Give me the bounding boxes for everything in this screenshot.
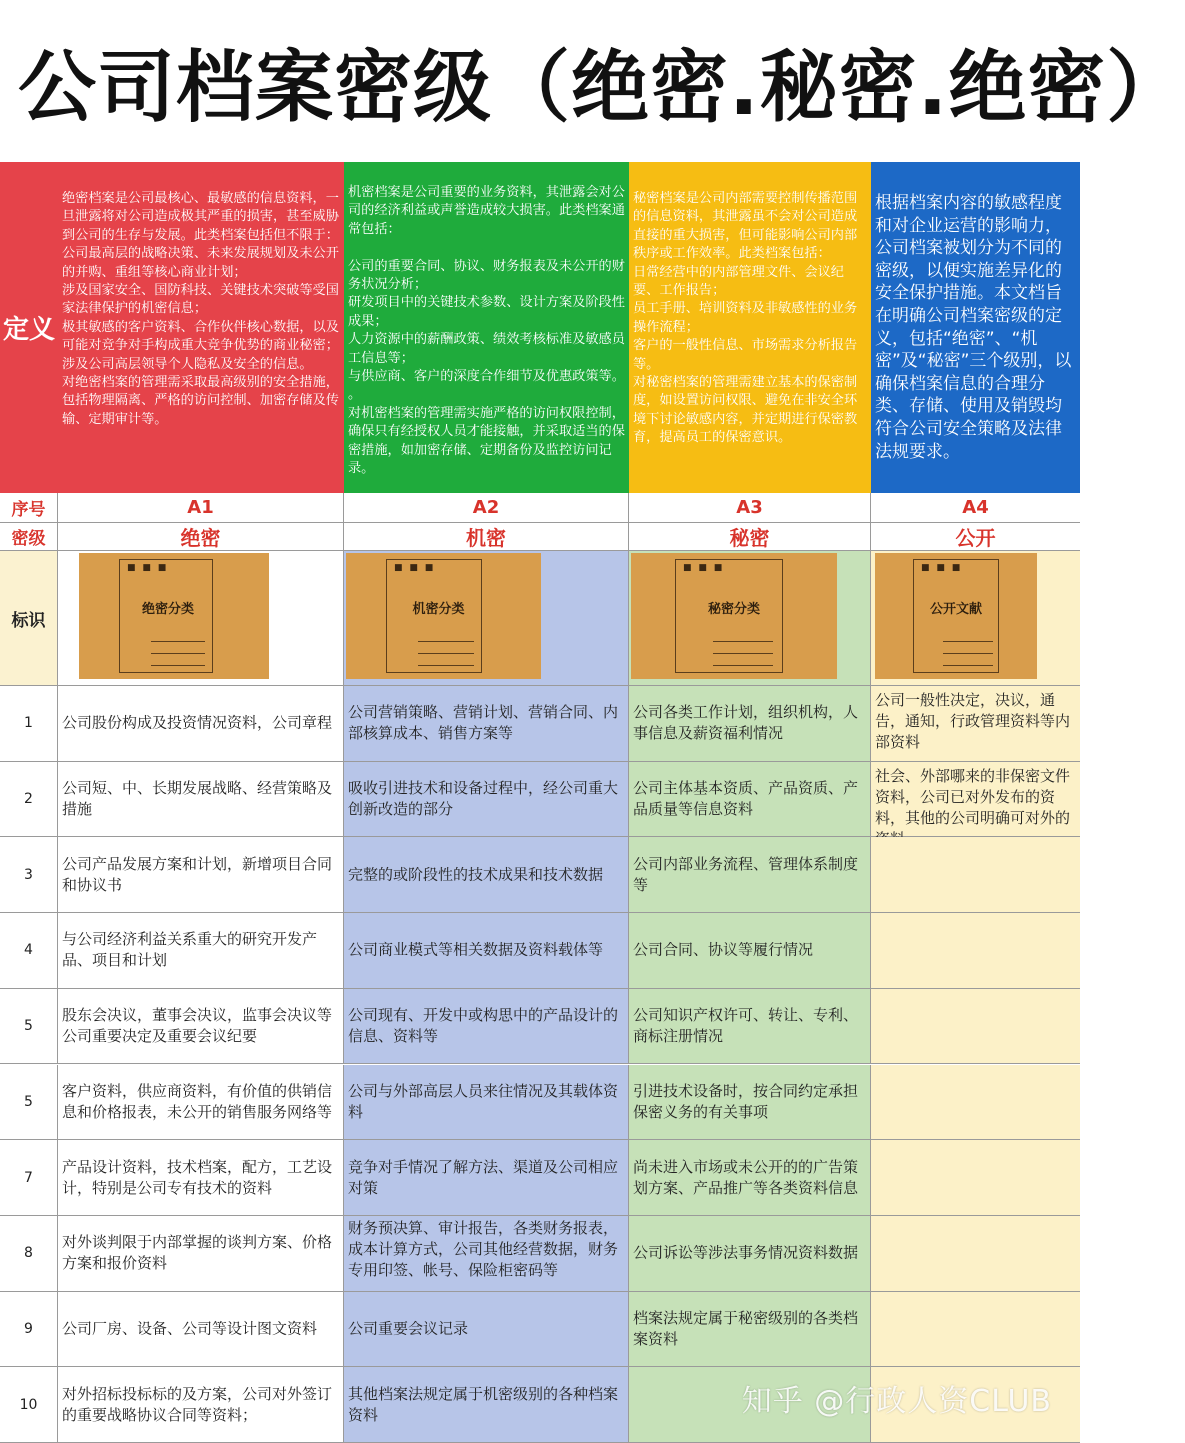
row-number: 5	[0, 1065, 58, 1141]
cell-secret	[629, 1140, 871, 1216]
cell-top-secret	[58, 1140, 344, 1216]
table-row	[0, 1065, 1080, 1141]
cell-confidential	[344, 837, 629, 913]
cell-text: 公司主体基本资质、产品资质、产品质量等信息资料	[633, 779, 859, 819]
cell-confidential	[344, 686, 629, 762]
cell-public	[871, 913, 1080, 989]
cell-text: 公司厂房、设备、公司等设计图文资料	[62, 1319, 318, 1338]
cell-text: 公司营销策略、营销计划、营销合同、内部核算成本、销售方案等	[348, 703, 619, 743]
cell-top-secret	[58, 686, 344, 762]
cell-confidential	[344, 1065, 629, 1141]
sequence-a2: A2	[344, 493, 629, 523]
level-row	[0, 523, 1080, 551]
row-number: 7	[0, 1140, 58, 1216]
row-number: 2	[0, 762, 58, 838]
definition-overview: 根据档案内容的敏感程度和对企业运营的影响力，公司档案被划分为不同的密级，以便实施差异化的安全保护措施。本文档旨在明确公司档案密级的定义，包括“绝密”、“机密”及“秘密”三个级别，以确保档案信息的合理分类、存储、使用及销毁均符合公司安全策略及法律法规要求。	[871, 162, 1080, 493]
cell-text: 尚未进入市场或未公开的的广告策划方案、产品推广等各类资料信息	[633, 1157, 859, 1197]
cell-text: 公司内部业务流程、管理体系制度等	[633, 854, 859, 894]
cell-text: 引进技术设备时，按合同约定承担保密义务的有关事项	[633, 1081, 859, 1121]
cell-public	[871, 1216, 1080, 1292]
mark-row	[0, 551, 1080, 686]
level-top-secret: 绝密	[58, 523, 344, 551]
cell-text: 公司诉讼等涉法事务情况资料数据	[633, 1243, 859, 1262]
cell-secret	[629, 837, 871, 913]
sequence-a3: A3	[629, 493, 871, 523]
cell-top-secret	[58, 913, 344, 989]
cell-secret	[629, 989, 871, 1065]
page-title: 公司档案密级（绝密.秘密.绝密）	[18, 43, 1185, 133]
cell-public	[871, 1065, 1080, 1141]
definition-confidential: 机密档案是公司重要的业务资料，其泄露会对公司的经济利益或声誉造成较大损害。此类档案通常包括： 公司的重要合同、协议、财务报表及未公开的财务状况分析； 研发项目中的关键技术参数、设计方案及阶段性成果； 人力资源中的薪酬政策、绩效考核标准及敏感员工信息等； 与供应商、客户的深度合作细节及优惠政策等。 。 对机密档案的管理需实施严格的访问权限控制，确保只有经授权人员才能接触，并采取适当的保密措施，如加密存储、定期备份及监控访问记录。	[344, 162, 629, 493]
cell-secret	[629, 1216, 871, 1292]
cell-public	[871, 1140, 1080, 1216]
cell-text: 公司知识产权许可、转让、专利、商标注册情况	[633, 1006, 859, 1046]
mark-cell-public	[871, 551, 1080, 686]
cell-text: 财务预决算、审计报告，各类财务报表，成本计算方式，公司其他经营数据，财务专用印签、帐号、保险柜密码等	[348, 1218, 619, 1279]
mark-cell-secret	[629, 551, 871, 686]
sequence-a4: A4	[871, 493, 1080, 523]
cell-top-secret	[58, 1292, 344, 1368]
cell-text: 档案法规定属于秘密级别的各类档案资料	[633, 1308, 859, 1348]
cell-text: 客户资料，供应商资料，有价值的供销信息和价格报表，未公开的销售服务网络等	[62, 1081, 333, 1121]
cell-text: 公司现有、开发中或构思中的产品设计的信息、资料等	[348, 1006, 619, 1046]
cell-confidential	[344, 913, 629, 989]
cell-text: 股东会决议，董事会决议，监事会决议等公司重要决定及重要会议纪要	[62, 1006, 333, 1046]
table-row	[0, 1292, 1080, 1368]
row-number: 8	[0, 1216, 58, 1292]
cell-text: 竞争对手情况了解方法、渠道及公司相应对策	[348, 1157, 619, 1197]
cell-public	[871, 989, 1080, 1065]
cell-text: 产品设计资料，技术档案，配方，工艺设计，特别是公司专有技术的资料	[62, 1157, 333, 1197]
cell-public	[871, 762, 1080, 838]
cell-text: 公司一般性决定，决议，通告，通知，行政管理资料等内部资料	[875, 691, 1071, 751]
cell-text: 公司合同、协议等履行情况	[633, 940, 814, 959]
folder-icon: ■ ■ ■ 绝密分类	[79, 553, 269, 679]
cell-secret	[629, 686, 871, 762]
row-number: 3	[0, 837, 58, 913]
cell-secret	[629, 762, 871, 838]
row-number: 4	[0, 913, 58, 989]
cell-text: 社会、外部哪来的非保密文件资料，公司已对外发布的资料，其他的公司明确可对外的	[875, 766, 1071, 827]
sequence-label: 序号	[0, 493, 58, 523]
cell-text: 与公司经济利益关系重大的研究开发产品、项目和计划	[62, 930, 318, 970]
cell-text: 对外招标投标标的及方案，公司对外签订的重要战略协议合同等资料；	[62, 1384, 333, 1424]
cell-text: 吸收引进技术和设备过程中，经公司重大创新改造的部分	[348, 779, 619, 819]
level-confidential: 机密	[344, 523, 629, 551]
cell-confidential	[344, 1367, 629, 1443]
mark-label: 标识	[0, 551, 58, 686]
definition-secret: 秘密档案是公司内部需要控制传播范围的信息资料，其泄露虽不会对公司造成直接的重大损害，但可能影响公司内部秩序或工作效率。此类档案包括： 日常经营中的内部管理文件、会议纪要、工作报告； 员工手册、培训资料及非敏感性的业务操作流程； 客户的一般性信息、市场需求分析报告等。 对秘密档案的管理需建立基本的保密制度，如设置访问权限、避免在非安全环境下讨论敏感内容，并定期进行保密教育，提高员工的保密意识。	[629, 162, 871, 493]
cell-text: 公司产品发展方案和计划，新增项目合同和协议书	[62, 854, 333, 894]
cell-text: 对外谈判限于内部掌握的谈判方案、价格方案和报价资料	[62, 1233, 333, 1273]
watermark: 知乎 @行政人资CLUB	[741, 1384, 1052, 1419]
cell-top-secret	[58, 837, 344, 913]
folder-icon: ■ ■ ■ 秘密分类	[631, 553, 837, 679]
sequence-row	[0, 493, 1080, 523]
table-row	[0, 762, 1080, 838]
sequence-a1: A1	[58, 493, 344, 523]
definition-top-secret: 绝密档案是公司最核心、最敏感的信息资料，一旦泄露将对公司造成极其严重的损害，甚至威胁到公司的生存与发展。此类档案包括但不限于： 公司最高层的战略决策、未来发展规划及未公开的并购、重组等核心商业计划； 涉及国家安全、国防科技、关键技术突破等受国家法律保护的机密信息； 极其敏感的客户资料、合作伙伴核心数据，以及可能对竞争对手构成重大竞争优势的商业秘密； 涉及公司高层领导个人隐私及安全的信息。 对绝密档案的管理需采取最高级别的安全措施，包括物理隔离、严格的访问控制、加密存储及传输、定期审计等。	[58, 162, 344, 493]
level-label: 密级	[0, 523, 58, 551]
row-number: 10	[0, 1367, 58, 1443]
cell-text: 公司各类工作计划，组织机构，人事信息及薪资福利情况	[633, 703, 859, 743]
cell-confidential	[344, 1292, 629, 1368]
cell-confidential	[344, 989, 629, 1065]
cell-confidential	[344, 762, 629, 838]
table-row	[0, 989, 1080, 1065]
mark-cell-confidential	[344, 551, 629, 686]
cell-confidential	[344, 1140, 629, 1216]
cell-text: 公司重要会议记录	[348, 1319, 469, 1338]
table-row	[0, 837, 1080, 913]
cell-text: 公司与外部高层人员来往情况及其载体资料	[348, 1081, 619, 1121]
row-number: 5	[0, 989, 58, 1065]
cell-top-secret	[58, 1367, 344, 1443]
row-number: 1	[0, 686, 58, 762]
cell-text: 完整的或阶段性的技术成果和技术数据	[348, 865, 604, 884]
folder-icon: ■ ■ ■ 机密分类	[346, 553, 541, 679]
definition-row	[0, 162, 1080, 493]
cell-public	[871, 837, 1080, 913]
cell-public	[871, 686, 1080, 762]
cell-confidential	[344, 1216, 629, 1292]
cell-text: 公司商业模式等相关数据及资料载体等	[348, 940, 604, 959]
cell-top-secret	[58, 762, 344, 838]
cell-public	[871, 1292, 1080, 1368]
cell-secret	[629, 1065, 871, 1141]
cell-secret	[629, 913, 871, 989]
cell-text: 公司股份构成及投资情况资料，公司章程	[62, 713, 333, 732]
table-row	[0, 913, 1080, 989]
cell-top-secret	[58, 1065, 344, 1141]
cell-top-secret	[58, 1216, 344, 1292]
cell-secret	[629, 1292, 871, 1368]
cell-top-secret	[58, 989, 344, 1065]
mark-cell-top-secret	[58, 551, 344, 686]
table-row	[0, 686, 1080, 762]
folder-icon: ■ ■ ■ 公开文献	[875, 553, 1037, 679]
definition-label: 定义	[0, 162, 58, 493]
level-secret: 秘密	[629, 523, 871, 551]
row-number: 9	[0, 1292, 58, 1368]
cell-text: 公司短、中、长期发展战略、经营策略及措施	[62, 779, 333, 819]
table-row	[0, 1216, 1080, 1292]
table-row	[0, 1140, 1080, 1216]
level-public: 公开	[871, 523, 1080, 551]
cell-text: 其他档案法规定属于机密级别的各种档案资料	[348, 1384, 619, 1424]
